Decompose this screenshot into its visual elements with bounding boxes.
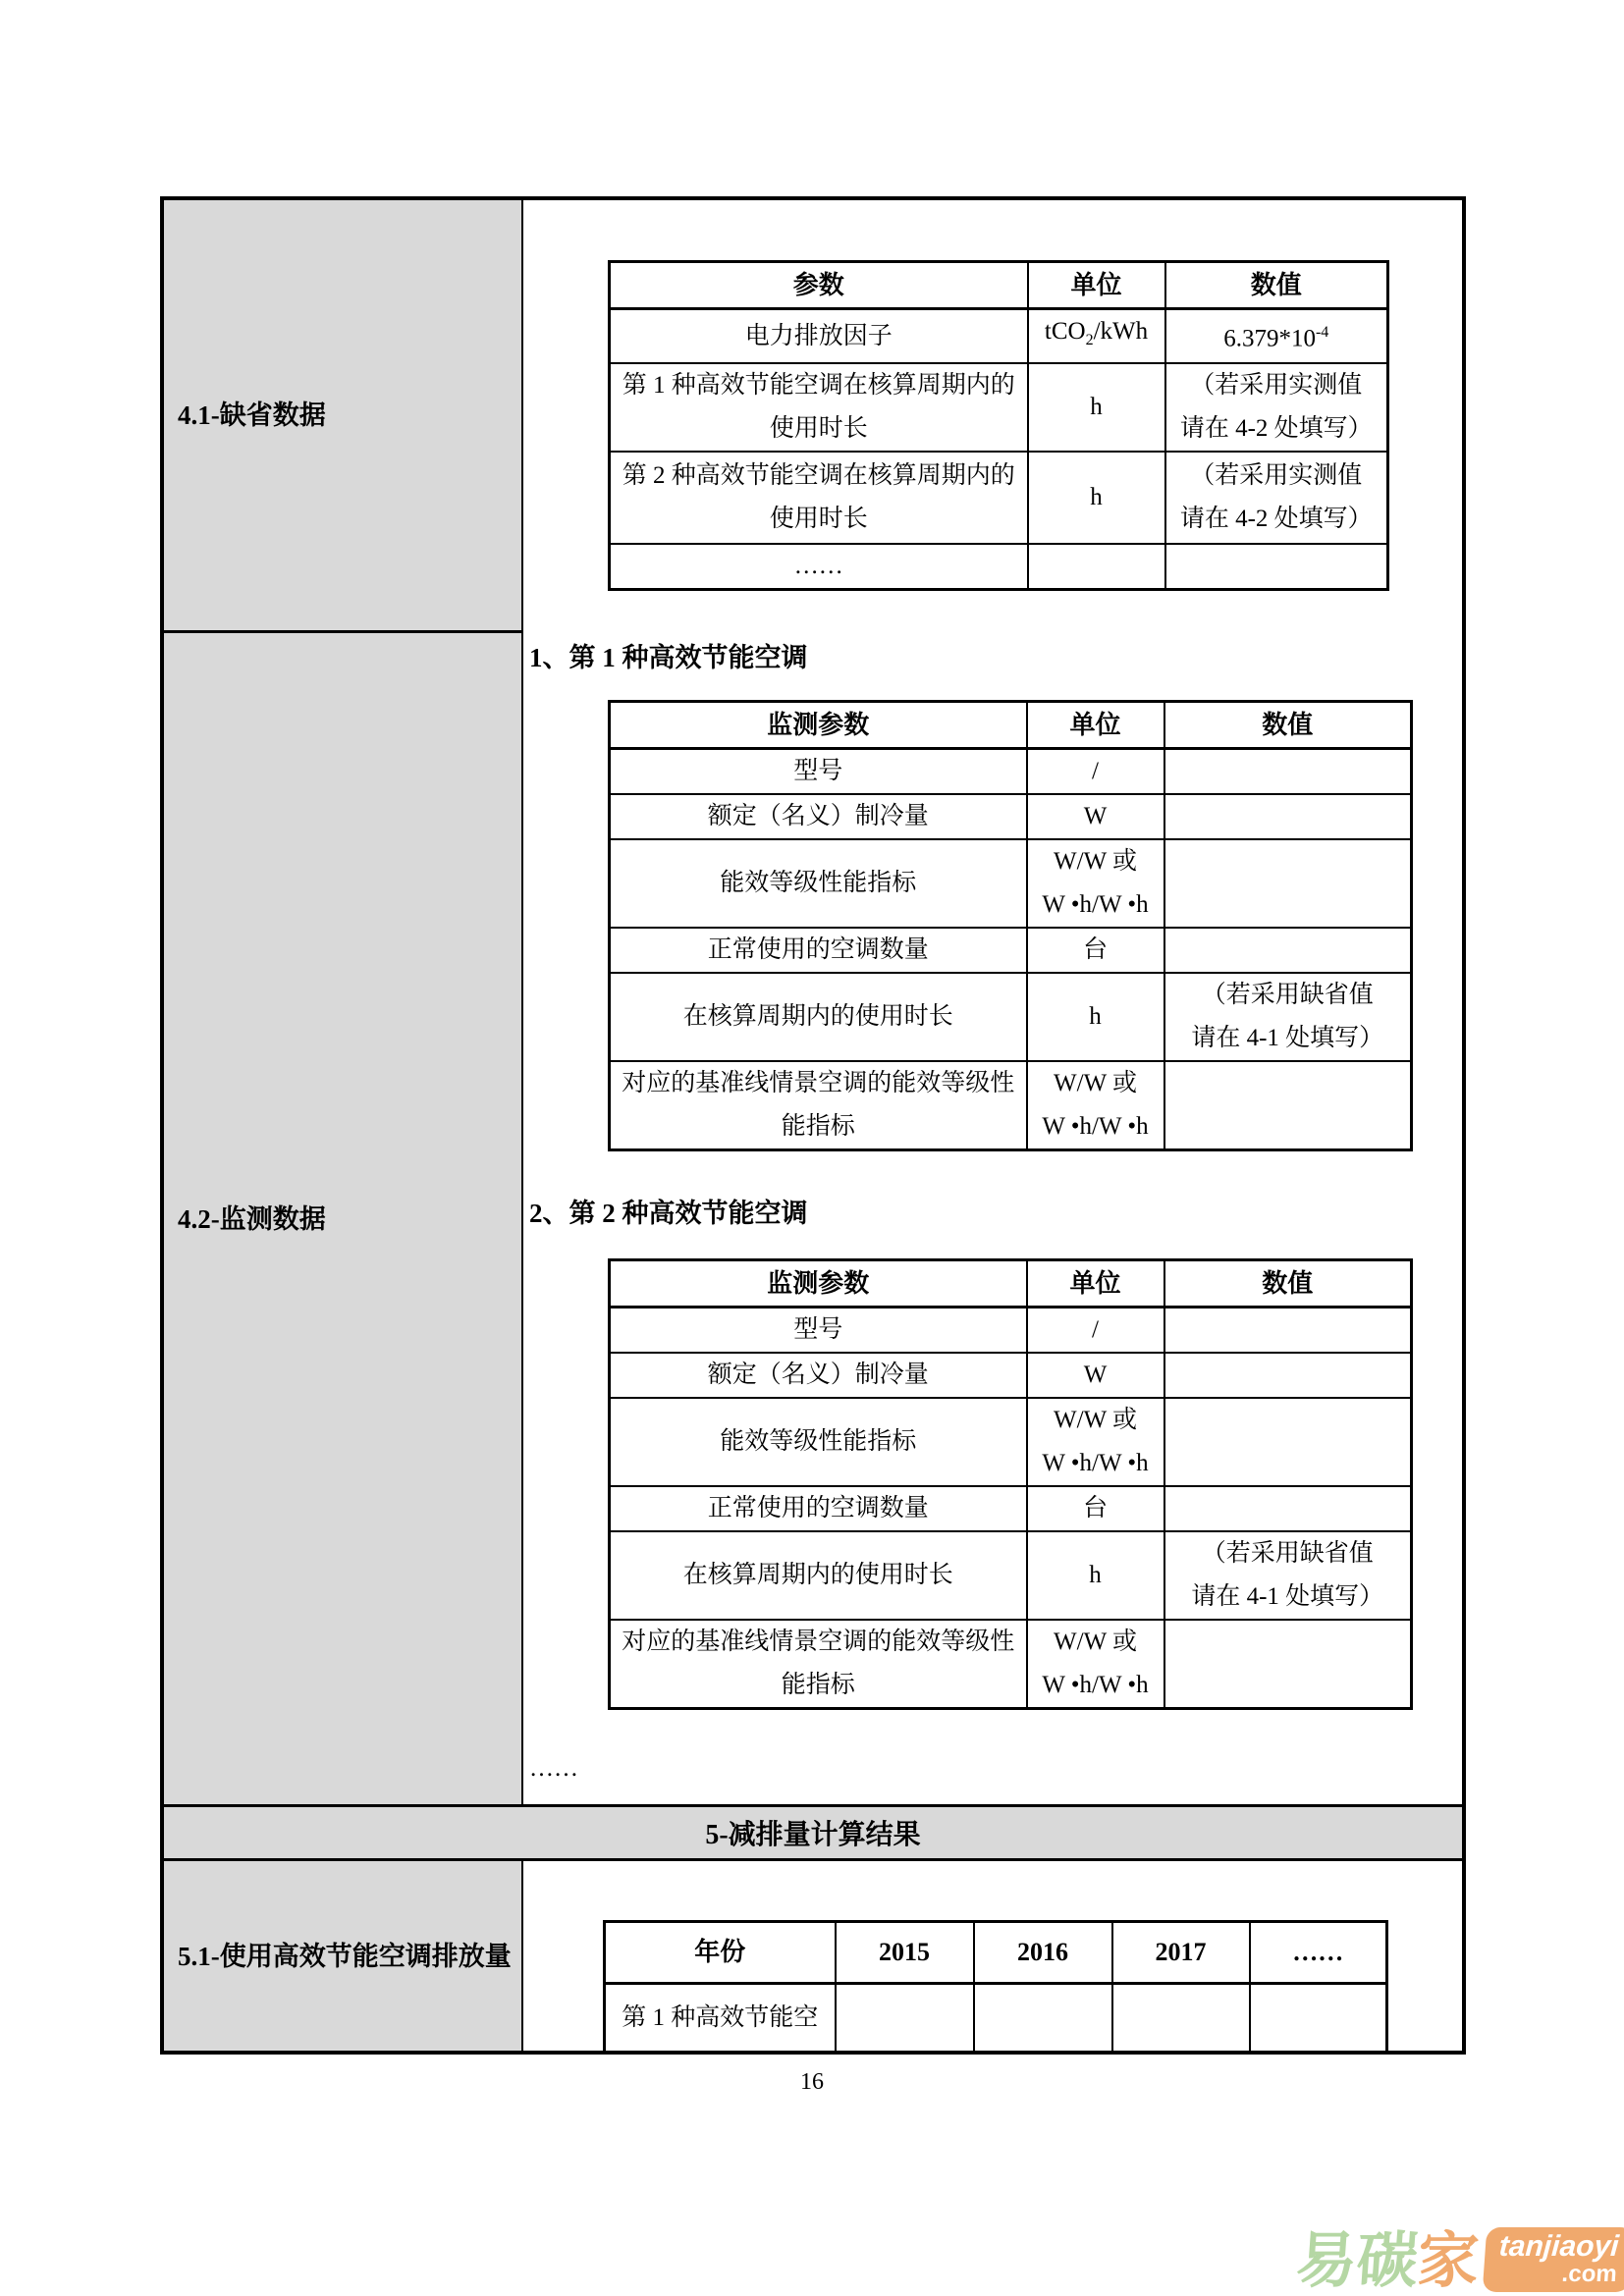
param-cell: 第 2 种高效节能空调在核算周期内的使用时长	[610, 452, 1028, 544]
param-cell: 电力排放因子	[610, 309, 1028, 364]
note-line: 请在 4-2 处填写）	[1179, 506, 1373, 532]
unit-line: W/W 或	[1054, 848, 1137, 875]
table-row-baseline	[610, 1061, 1412, 1150]
param-cell: 型号	[610, 1308, 1027, 1354]
unit-line: W •h/W •h	[1042, 1113, 1149, 1140]
value-text: 6.379*10	[1223, 325, 1316, 352]
header-value: 数值	[1164, 1260, 1412, 1308]
unit-line: W/W 或	[1054, 1070, 1137, 1096]
param-cell: 在核算周期内的使用时长	[610, 1531, 1027, 1620]
section-5-banner	[164, 1804, 1462, 1861]
value-cell	[1164, 1398, 1412, 1486]
watermark-badge	[1483, 2227, 1624, 2292]
note-line: 请在 4-1 处填写）	[1191, 1025, 1384, 1051]
param-cell: ……	[610, 544, 1028, 590]
row-label-cell-emissions	[164, 1861, 523, 2051]
unit-cell	[1027, 1620, 1164, 1709]
watermark-logo	[1293, 2227, 1624, 2295]
table-row-eer	[610, 839, 1412, 928]
note-line: 请在 4-2 处填写）	[1179, 415, 1373, 442]
value-cell	[1164, 794, 1412, 839]
row-label-cell-default-data	[164, 200, 523, 633]
unit-cell: /	[1027, 1308, 1164, 1354]
unit-cell: W	[1027, 1353, 1164, 1398]
table-row-model	[610, 1308, 1412, 1354]
header-year: 年份	[605, 1922, 836, 1984]
header-unit: 单位	[1028, 262, 1165, 309]
table-row-baseline	[610, 1620, 1412, 1709]
header-2015: 2015	[836, 1922, 974, 1984]
value-cell	[974, 1984, 1112, 2053]
table-row-capacity	[610, 794, 1412, 839]
unit-text: tCO	[1044, 318, 1086, 345]
header-param: 监测参数	[610, 1260, 1027, 1308]
param-cell: 型号	[610, 749, 1027, 795]
unit-cell	[1027, 839, 1164, 928]
note-line: （若采用缺省值	[1201, 982, 1374, 1008]
section-5-banner-text: 5-减排量计算结果	[705, 1820, 921, 1850]
watermark-badge-line2: .com	[1561, 2261, 1618, 2287]
param-cell: 对应的基准线情景空调的能效等级性能指标	[610, 1061, 1027, 1150]
param-cell: 对应的基准线情景空调的能效等级性能指标	[610, 1620, 1027, 1709]
value-cell	[1112, 1984, 1250, 2053]
param-cell: 能效等级性能指标	[610, 1398, 1027, 1486]
section-51-label: 5.1-使用高效节能空调排放量	[178, 1941, 512, 1971]
table-row-capacity	[610, 1353, 1412, 1398]
unit-cell: h	[1027, 973, 1164, 1061]
param-cell: 正常使用的空调数量	[610, 1486, 1027, 1531]
table-row-count	[610, 1486, 1412, 1531]
monitor-table-type2	[608, 1258, 1413, 1710]
subsection-1-title: 1、第 1 种高效节能空调	[529, 643, 808, 672]
value-cell	[1164, 1486, 1412, 1531]
value-cell	[1164, 928, 1412, 973]
value-superscript: -4	[1315, 324, 1329, 342]
table-row-hours	[610, 973, 1412, 1061]
table-row-hours	[610, 1531, 1412, 1620]
param-cell: 额定（名义）制冷量	[610, 1353, 1027, 1398]
value-cell	[1165, 544, 1388, 590]
row-label-cell: 第 1 种高效节能空	[605, 1984, 836, 2053]
row-label-cell-monitoring-data	[164, 633, 523, 1804]
value-note-cell	[1164, 973, 1412, 1061]
years-data-row-type1	[605, 1984, 1387, 2053]
header-value: 数值	[1164, 702, 1412, 749]
header-unit: 单位	[1027, 702, 1164, 749]
unit-line: W •h/W •h	[1042, 891, 1149, 918]
page-number: 16	[800, 2069, 824, 2095]
value-cell	[1164, 1353, 1412, 1398]
table-row-emission-factor	[610, 309, 1388, 364]
monitoring-trailing-ellipsis: ……	[529, 1755, 578, 1782]
unit-cell: /	[1027, 749, 1164, 795]
table-row-type2-hours	[610, 452, 1388, 544]
value-note-cell	[1164, 1531, 1412, 1620]
section-41-label: 4.1-缺省数据	[178, 400, 326, 430]
watermark-green-text: 易碳	[1293, 2227, 1421, 2295]
table-row-ellipsis	[610, 544, 1388, 590]
unit-text: /kWh	[1093, 318, 1149, 345]
unit-line: W/W 或	[1054, 1407, 1137, 1433]
value-cell	[836, 1984, 974, 2053]
unit-cell	[1027, 1061, 1164, 1150]
value-cell	[1164, 1620, 1412, 1709]
section-42-label: 4.2-监测数据	[178, 1203, 326, 1234]
unit-cell: h	[1028, 363, 1165, 452]
subsection-2-title: 2、第 2 种高效节能空调	[529, 1199, 808, 1228]
value-cell	[1164, 1061, 1412, 1150]
param-cell: 正常使用的空调数量	[610, 928, 1027, 973]
table-row-count	[610, 928, 1412, 973]
unit-cell	[1028, 309, 1165, 364]
value-cell	[1250, 1984, 1387, 2053]
header-2017: 2017	[1112, 1922, 1250, 1984]
note-line: 请在 4-1 处填写）	[1191, 1583, 1384, 1610]
unit-cell: h	[1028, 452, 1165, 544]
note-line: （若采用实测值	[1190, 372, 1363, 399]
param-cell: 第 1 种高效节能空调在核算周期内的使用时长	[610, 363, 1028, 452]
param-cell: 额定（名义）制冷量	[610, 794, 1027, 839]
header-more-years: ……	[1250, 1922, 1387, 1984]
value-cell	[1164, 839, 1412, 928]
header-value: 数值	[1165, 262, 1388, 309]
value-note-cell	[1165, 452, 1388, 544]
table-header-row	[610, 262, 1388, 309]
unit-cell: W	[1027, 794, 1164, 839]
emission-years-table	[603, 1920, 1388, 2054]
default-data-table	[608, 260, 1389, 591]
value-cell	[1164, 1308, 1412, 1354]
note-line: （若采用实测值	[1190, 462, 1363, 489]
unit-line: W/W 或	[1054, 1629, 1137, 1655]
header-unit: 单位	[1027, 1260, 1164, 1308]
watermark-badge-line1: tanjiaoyi	[1498, 2230, 1621, 2263]
unit-cell: 台	[1027, 1486, 1164, 1531]
note-line: （若采用缺省值	[1201, 1540, 1374, 1567]
table-row-type1-hours	[610, 363, 1388, 452]
unit-cell: h	[1027, 1531, 1164, 1620]
value-note-cell	[1165, 363, 1388, 452]
param-cell: 在核算周期内的使用时长	[610, 973, 1027, 1061]
unit-cell	[1028, 544, 1165, 590]
param-cell: 能效等级性能指标	[610, 839, 1027, 928]
main-form-table	[160, 196, 1466, 2055]
unit-line: W •h/W •h	[1042, 1450, 1149, 1476]
unit-cell: 台	[1027, 928, 1164, 973]
value-cell	[1165, 309, 1388, 364]
table-row-model	[610, 749, 1412, 795]
header-param: 参数	[610, 262, 1028, 309]
unit-line: W •h/W •h	[1042, 1672, 1149, 1698]
header-2016: 2016	[974, 1922, 1112, 1984]
years-header-row	[605, 1922, 1387, 1984]
unit-subscript: 2	[1085, 332, 1094, 348]
table-header-row	[610, 702, 1412, 749]
table-row-eer	[610, 1398, 1412, 1486]
watermark-orange-text: 家	[1415, 2227, 1482, 2295]
header-param: 监测参数	[610, 702, 1027, 749]
monitor-table-type1	[608, 700, 1413, 1151]
table-header-row	[610, 1260, 1412, 1308]
unit-cell	[1027, 1398, 1164, 1486]
value-cell	[1164, 749, 1412, 795]
